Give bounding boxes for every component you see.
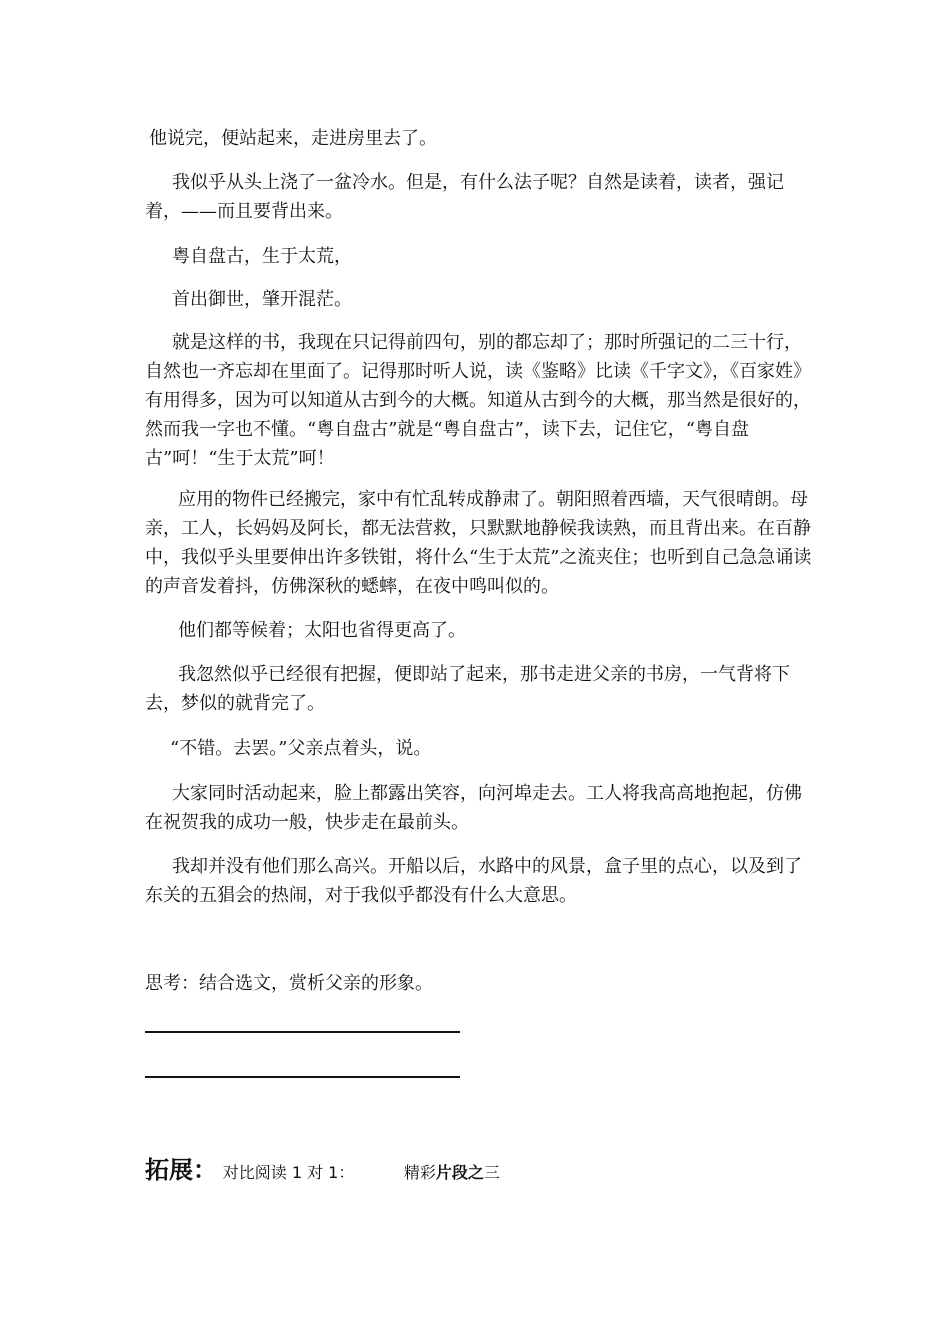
extension-subtitle: 对比阅读 1 对 1：	[222, 1163, 355, 1182]
answer-line-1[interactable]	[145, 1031, 460, 1033]
paragraph-4: 首出御世，肇开混茫。	[172, 289, 352, 310]
extension-title: 拓展：	[145, 1155, 217, 1184]
question-prompt: 思考：结合选文，赏析父亲的形象。	[145, 973, 433, 994]
extension-label-end: 三	[483, 1163, 500, 1182]
paragraph-5: 就是这样的书，我现在只记得前四句，别的都忘却了；那时所强记的二三十行，自然也一齐忘却在里面了。记得那时听人说，读《鉴略》比读《千字文》，《百家姓》有用得多，因为可以知道从古到今的大概。知道从古到今的大概，那当然是很好的，然而我一字也不懂。“粤自盘古”就是“粤自盘古”，读下去，记住它，“粤自盘古”呵！“生于太荒”呵！	[145, 332, 811, 469]
answer-line-2[interactable]	[145, 1076, 460, 1078]
extension-label-bold: 片段之	[435, 1163, 484, 1182]
paragraph-9: “不错。去罢。”父亲点着头，说。	[170, 738, 432, 759]
paragraph-6: 应用的物件已经搬完，家中有忙乱转成静肃了。朝阳照着西墙，天气很晴朗。母亲，工人，长妈妈及阿长，都无法营救，只默默地静候我读熟，而且背出来。在百静中，我似乎头里要伸出许多铁钳，将什么“生于太荒”之流夹住；也听到自己急急诵读的声音发着抖，仿佛深秋的蟋蟀，在夜中鸣叫似的。	[145, 489, 812, 597]
paragraph-1: 他说完，便站起来，走进房里去了。	[149, 128, 437, 149]
paragraph-3: 粤自盘古，生于太荒，	[172, 246, 352, 267]
paragraph-11: 我却并没有他们那么高兴。开船以后，水路中的风景，盒子里的点心，以及到了东关的五猖会的热闹，对于我似乎都没有什么大意思。	[145, 856, 802, 906]
paragraph-8: 我忽然似乎已经很有把握，便即站了起来，那书走进父亲的书房，一气背将下去，梦似的就背完了。	[145, 664, 790, 714]
paragraph-2: 我似乎从头上浇了一盆冷水。但是，有什么法子呢？自然是读着，读者，强记着，——而且要背出来。	[145, 172, 784, 222]
extension-label-normal: 精彩	[403, 1163, 436, 1182]
extension-heading	[145, 1155, 500, 1188]
paragraph-7: 他们都等候着；太阳也省得更高了。	[178, 620, 466, 641]
paragraph-10: 大家同时活动起来，脸上都露出笑容，向河埠走去。工人将我高高地抱起，仿佛在祝贺我的成功一般，快步走在最前头。	[145, 783, 802, 833]
